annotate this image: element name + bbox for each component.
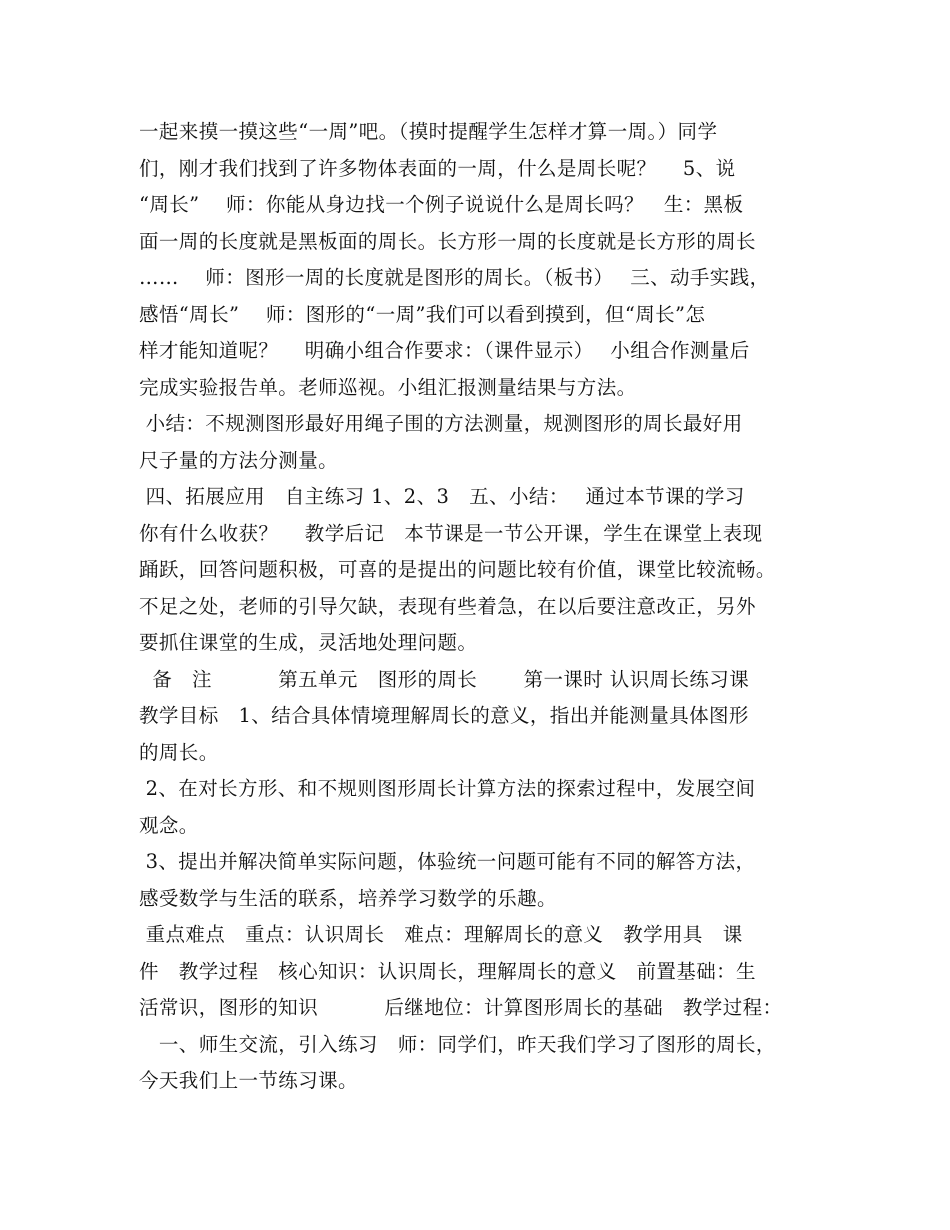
text-line: 3、提出并解决简单实际问题，体验统一问题可能有不同的解答方法， <box>139 850 756 873</box>
text-line: 一、师生交流，引入练习 师：同学们，昨天我们学习了图形的周长， <box>139 1032 776 1056</box>
text-line: 一起来摸一摸这些“一周”吧。（摸时提醒学生怎样才算一周。）同学 <box>139 120 718 143</box>
text-line: 完成实验报告单。老师巡视。小组汇报测量结果与方法。 <box>139 375 637 399</box>
text-line: 今天我们上一节练习课。 <box>139 1069 358 1092</box>
text-line: 重点难点 重点：认识周长 难点：理解周长的意义 教学用具 课 <box>139 923 743 946</box>
text-line: 你有什么收获？ 教学后记 本节课是一节公开课，学生在课堂上表现 <box>139 521 763 545</box>
text-line: 感悟“周长” 师：图形的“一周”我们可以看到摸到，但“周长”怎 <box>139 302 706 326</box>
text-line: 不足之处，老师的引导欠缺，表现有些着急，在以后要注意改正，另外 <box>139 594 756 618</box>
text-line: “周长” 师：你能从身边找一个例子说说什么是周长吗？ 生：黑板 <box>139 193 744 216</box>
document-body <box>139 114 829 1100</box>
text-line: 要抓住课堂的生成，灵活地处理问题。 <box>139 631 478 654</box>
text-line: 面一周的长度就是黑板面的周长。长方形一周的长度就是长方形的周长 <box>139 229 756 253</box>
text-line: …… 师：图形一周的长度就是图形的周长。（板书） 三、动手实践， <box>139 266 770 289</box>
text-line: 教学目标 1、结合具体情境理解周长的意义，指出并能测量具体图形 <box>139 704 749 727</box>
text-line: 观念。 <box>139 813 199 837</box>
text-line: 件 教学过程 核心知识：认识周长，理解周长的意义 前置基础：生 <box>139 959 756 983</box>
text-line: 备 注 第五单元 图形的周长 第一课时 认识周长练习课 <box>139 667 750 691</box>
text-line: 小结：不规测图形最好用绳子围的方法测量，规测图形的周长最好用 <box>139 412 743 435</box>
text-line: 四、拓展应用 自主练习 1、2、3 五、小结： 通过本节课的学习 <box>139 485 745 508</box>
text-line: 样才能知道呢？ 明确小组合作要求：（课件显示） 小组合作测量后 <box>139 339 750 362</box>
text-line: 感受数学与生活的联系，培养学习数学的乐趣。 <box>139 886 557 910</box>
text-line: 踊跃，回答问题积极，可喜的是提出的问题比较有价值，课堂比较流畅。 <box>139 558 776 581</box>
text-line: 2、在对长方形、和不规则图形周长计算方法的探索过程中，发展空间 <box>139 777 756 800</box>
text-line: 活常识，图形的知识 后继地位：计算图形周长的基础 教学过程： <box>139 996 783 1019</box>
text-line: 们，刚才我们找到了许多物体表面的一周，什么是周长呢？ 5、说 <box>139 156 736 180</box>
text-line: 的周长。 <box>139 740 219 764</box>
text-line: 尺子量的方法分测量。 <box>139 448 339 472</box>
